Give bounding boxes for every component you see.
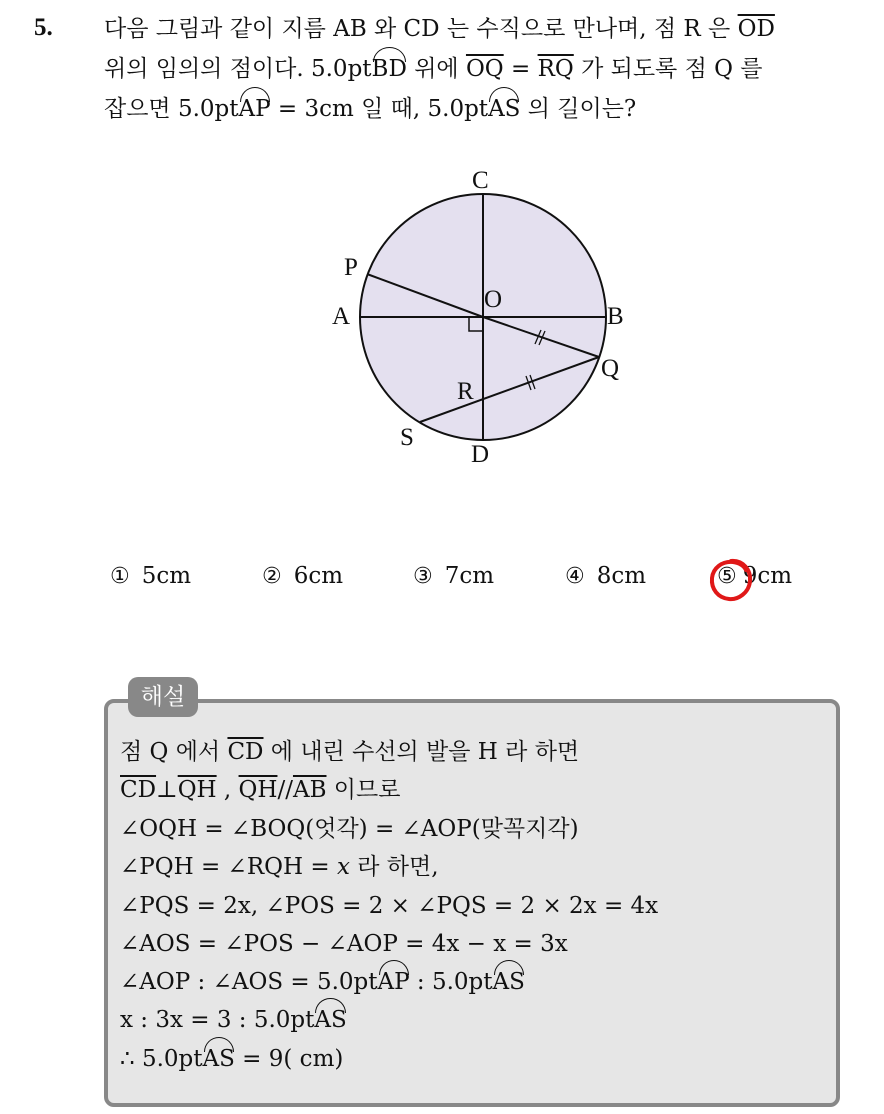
geometry-figure [320,160,640,470]
question-line-3 [104,94,636,124]
label-o: O [484,286,503,313]
arc-ap: AP [377,969,410,995]
choice-number: ③ [413,564,433,589]
choice-text: 5cm [141,563,192,589]
segment-ab: $\overline{AB}$ [292,777,327,803]
solution-line-5: ∠PQS = 2x, ∠POS = 2 × ∠PQS = 2 × 2x = 4x [120,893,659,919]
solution-text: , [216,777,239,803]
answer-circle-mark [707,556,755,604]
choice-text: 7cm [444,563,495,589]
solution-text: ∠AOP : ∠AOS = 5.0pt [120,969,378,995]
choice-text: 6cm [293,563,344,589]
choice-4[interactable] [565,563,646,589]
segment-cd: $\overline{CD}$ [227,739,264,765]
arc-as: AS [488,96,521,122]
question-text: 위에 [406,56,466,82]
label-r: R [457,378,474,405]
segment-od: $\overline{OD}$ [737,16,775,42]
question-line-1 [104,14,775,44]
arc-as: AS [314,1007,347,1033]
solution-line-6: ∠AOS = ∠POS − ∠AOP = 4x − x = 3x [120,931,568,957]
question-text: 다음 그림과 같이 지름 AB 와 CD 는 수직으로 만나며, 점 R 은 [104,16,738,42]
arc-as: AS [492,969,525,995]
solution-text: = 9( cm) [234,1046,344,1072]
label-q: Q [601,355,620,382]
question-text: 가 되도록 점 Q 를 [573,56,763,82]
arc-bd: BD [371,56,407,82]
solution-text: 에 내린 수선의 발을 H 라 하면 [263,739,580,765]
solution-line-9 [120,1044,343,1074]
arc-as: AS [202,1046,235,1072]
solution-line-8 [120,1005,347,1035]
choice-number: ① [110,564,130,589]
solution-text: x : 3x = 3 : 5.0pt [120,1007,315,1033]
label-d: D [471,441,490,468]
solution-line-1 [120,737,579,767]
question-text: 잡으면 5.0pt [104,96,239,122]
segment-qh: $\overline{QH}$ [238,777,278,803]
segment-rq: $\overline{RQ}$ [537,56,574,82]
arc-ap: AP [238,96,271,122]
solution-line-7 [120,967,525,997]
variable-x: x [336,854,350,880]
perp-symbol: ⊥ [156,777,178,803]
label-b: B [607,303,624,330]
solution-tag: 해설 [128,677,198,717]
choice-number: ② [262,564,282,589]
solution-line-2 [120,775,400,805]
solution-text: 이므로 [326,777,401,803]
solution-text: ∴ 5.0pt [120,1046,203,1072]
label-s: S [400,424,414,451]
solution-line-3: ∠OQH = ∠BOQ(엇각) = ∠AOP(맞꼭지각) [120,816,579,842]
choice-3[interactable] [413,563,494,589]
segment-cd: $\overline{CD}$ [120,777,157,803]
solution-text: : 5.0pt [409,969,493,995]
choice-number: ⑤ [717,564,737,589]
question-number: 5. [34,14,53,41]
solution-text: 점 Q 에서 [120,739,228,765]
segment-qh: $\overline{QH}$ [177,777,217,803]
choice-text: 8cm [596,563,647,589]
solution-text: 라 하면, [349,854,439,880]
label-a: A [332,303,351,330]
segment-oq: $\overline{OQ}$ [465,56,504,82]
choice-1[interactable] [110,563,191,589]
choice-text: 9cm [742,563,793,589]
question-text: = 3cm 일 때, 5.0pt [270,96,489,122]
choice-number: ④ [565,564,585,589]
parallel-symbol: // [277,777,293,803]
label-c: C [472,167,489,194]
question-line-2 [104,54,763,84]
question-text: = [503,56,538,82]
choice-2[interactable] [262,563,343,589]
label-p: P [344,254,358,281]
solution-text: ∠PQH = ∠RQH = [120,854,337,880]
question-text: 의 길이는? [520,96,637,122]
question-text: 위의 임의의 점이다. 5.0pt [104,56,372,82]
solution-line-4 [120,852,439,882]
